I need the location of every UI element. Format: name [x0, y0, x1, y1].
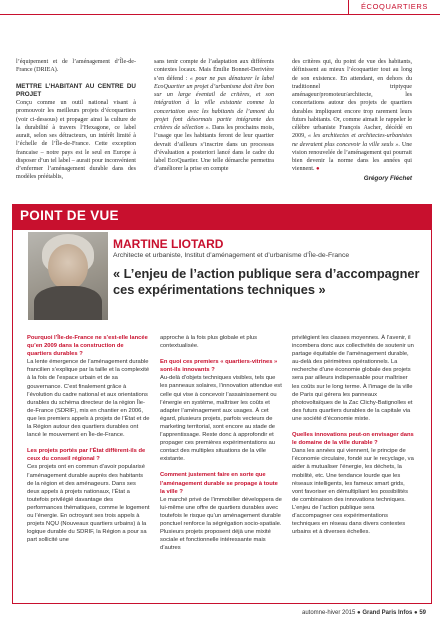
interview-answer: La lente émergence de l’aménagement durable francilien s’explique par la taille et la complexité à la fois de l’espace urbain et de sa gouvernance. C’est finalement grâce à l’évolution du cadre national et aux orientations durables du schéma directeur de la région Île-de-France (SDRIF), mis en chantier en 2006, que les premiers appels à projets de l’État et de la Région autour des quartiers durables ont lancé le mouvement en Île-de-France.	[27, 359, 150, 439]
interview-question: Quelles innovations peut-on envisager dans le domaine de la ville durable ?	[292, 432, 414, 447]
article-text: Une vision renouvelée de l’aménagement qui pourrait bien devenir la norme dans les années qui viennent.	[292, 141, 412, 173]
footer-publication: Grand Paris Infos	[362, 610, 413, 616]
interview-column-3	[292, 334, 415, 536]
article-text: Dans les prochains mois, l’usage que les habitants feront de leur quartier devrait d’ailleurs s’inscrire dans un processus d’évaluation a posteriori lancé dans le cadre du label EcoQuartier. Une telle démarche permettra d’améliorer la prise en compte	[154, 125, 274, 173]
interview-column-1	[27, 334, 150, 544]
author-name: MARTINE LIOTARD	[113, 237, 224, 251]
article-subhead: METTRE L’HABITANT AU CENTRE DU PROJET	[16, 82, 136, 98]
footer-separator-icon: ●	[414, 610, 418, 616]
article-column-3	[292, 58, 412, 183]
interview-answer: Au-delà d’objets techniques visibles, tels que les panneaux solaires, l’innovation attendue est celle qui vise à concevoir l’assainissement ou l’énergie en système, maîtriser les coûts et adapter l’aménagement aux usages. À cet égard, plusieurs projets, parfois vecteurs de marketing territorial, sont encore au stade de l’apprentissage. Reste donc à approfondir et propager ces premières expérimentations au contact des multiples situations de la ville existante.	[160, 375, 282, 463]
page-footer	[302, 610, 426, 616]
article-column-1	[16, 58, 136, 182]
interview-question: Les projets portés par l’État diffèrent-ils de ceux du conseil régional ?	[27, 448, 146, 463]
interview-answer: privilégient les classes moyennes. À l’avenir, il incombera donc aux collectivités de soutenir un partage équitable de l’aménagement durable, au-delà des périmètres opérationnels. La recherche d’une économie globale des projets sera par ailleurs indispensable pour maîtriser les coûts sur le long terme. À l’image de la ville de Paris qui gérera les panneaux photovoltaïques de la Zac Clichy-Batignolles et des futurs quartiers durables de la capitale via une société d’économie mixte.	[292, 335, 414, 422]
article-signature: Grégory Fléchet	[363, 174, 412, 182]
end-ornament-icon: ●	[316, 166, 320, 173]
portrait-face	[48, 244, 88, 290]
author-role: Architecte et urbaniste, Institut d’aménagement et d’urbanisme d’Île-de-France	[113, 252, 350, 259]
interview-answer: Ces projets ont en commun d’avoir popularisé l’aménagement durable auprès des habitants de la région et des aménageurs. Dans ses deux appels à projets nationaux, l’État a toutefois privilégié davantage des performances thématiques, comme le logement ou l’énergie. En octroyant ses trois appels à projets NQU (Nouveaux quartiers urbains) à la logique durable du SDRIF, la Région a pour sa part sollicité une	[27, 464, 150, 544]
article-text: sans tenir compte de l’adaptation aux différents contextes locaux. Mais Émilie Bonnet-Derivière s’en défend :	[154, 59, 274, 82]
section-tab: ÉCOQUARTIERS	[348, 0, 440, 15]
portrait-body	[34, 286, 102, 320]
article-text: des critères qui, du point de vue des habitants, définissent au mieux l’écoquartier tout au long de son existence. En attendant, en dehors du traditionnel triptyque aménageur/promoteur/architecte, les concertations autour des projets de quartiers durables impliquent encore trop rarement leurs futurs habitants. Or, comme aimait le rappeler le célèbre urbaniste François Ascher, décédé en 2009,	[292, 59, 412, 140]
footer-separator-icon: ●	[357, 610, 361, 616]
page-number: 59	[419, 610, 426, 616]
point-de-vue-label: POINT DE VUE	[20, 208, 119, 223]
interview-answer: Dans les années qui viennent, le principe de l’économie circulaire, fondé sur le recyclage, va aider à mutualiser l’énergie, les déchets, la mobilité, etc. Une tendance lourde que les réseaux intelligents, les fameux smart grids, vont favoriser en démultipliant les possibilités de combinaison des innovations techniques. L’enjeu de l’action publique sera d’accompagner ces expérimentations techniques en réseau dans divers contextes urbains et à diverses échelles.	[292, 448, 414, 536]
author-portrait	[28, 232, 108, 320]
article-quote: « pour ne pas dénaturer le label EcoQuartier un projet d’urbanisme doit être bon sur un large éventail de critères, et son intégration à la ville existante comme la concertation avec les habitants de l’amont du projet font désormais partie intégrante des critères de sélection ».	[154, 75, 275, 131]
interview-column-2	[160, 334, 283, 552]
interview-question: Comment justement faire en sorte que l’aménagement durable se propage à toute la ville ?	[160, 472, 278, 495]
article-paragraph	[292, 58, 412, 174]
footer-season: automne-hiver 2015	[301, 610, 356, 616]
article-paragraph	[154, 58, 274, 174]
article-quote: « les architectes et architectes-urbanistes ne devraient plus concevoir la ville seuls ».	[292, 133, 413, 148]
interview-question: Pourquoi l’Île-de-France ne s’est-elle lancée qu’en 2009 dans la construction de quartiers durables ?	[27, 335, 148, 358]
point-de-vue-banner	[12, 204, 432, 230]
interview-answer: approche à la fois plus globale et plus contextualisée.	[160, 335, 258, 350]
pull-quote: « L’enjeu de l’action publique sera d’accompagner ces expérimentations techniques »	[113, 266, 420, 297]
article-text: l’équipement et de l’aménagement d’Île-de-France (DRIEA).	[16, 59, 136, 74]
interview-question: En quoi ces premiers « quartiers-vitrines » sont-ils innovants ?	[160, 359, 278, 374]
interview-answer: Le marché privé de l’immobilier développera de lui-même une offre de quartiers durables avec toutefois le risque qu’un aménagement durable ponctuel renforce la ségrégation socio-spatiale. Plusieurs projets proposent déjà une mixité sociale et fonctionnelle intéressante mais d’autres	[160, 496, 282, 552]
article-column-2	[154, 58, 274, 174]
article-text: Conçu comme un outil national visant à promouvoir les meilleurs projets d’écoquartiers (voir ci-dessous) et propager ainsi la culture de la durabilité à travers l’Hexagone, ce label aurait, selon ses détracteurs, un intérêt limité à l’échelle de l’Île-de-France. Cette exception francaise – notre pays est le seul en Europe à disposer d’un tel label – aurait pour inconvénient d’enfermer l’aménagement durable dans des modèles préétablis,	[16, 100, 136, 181]
